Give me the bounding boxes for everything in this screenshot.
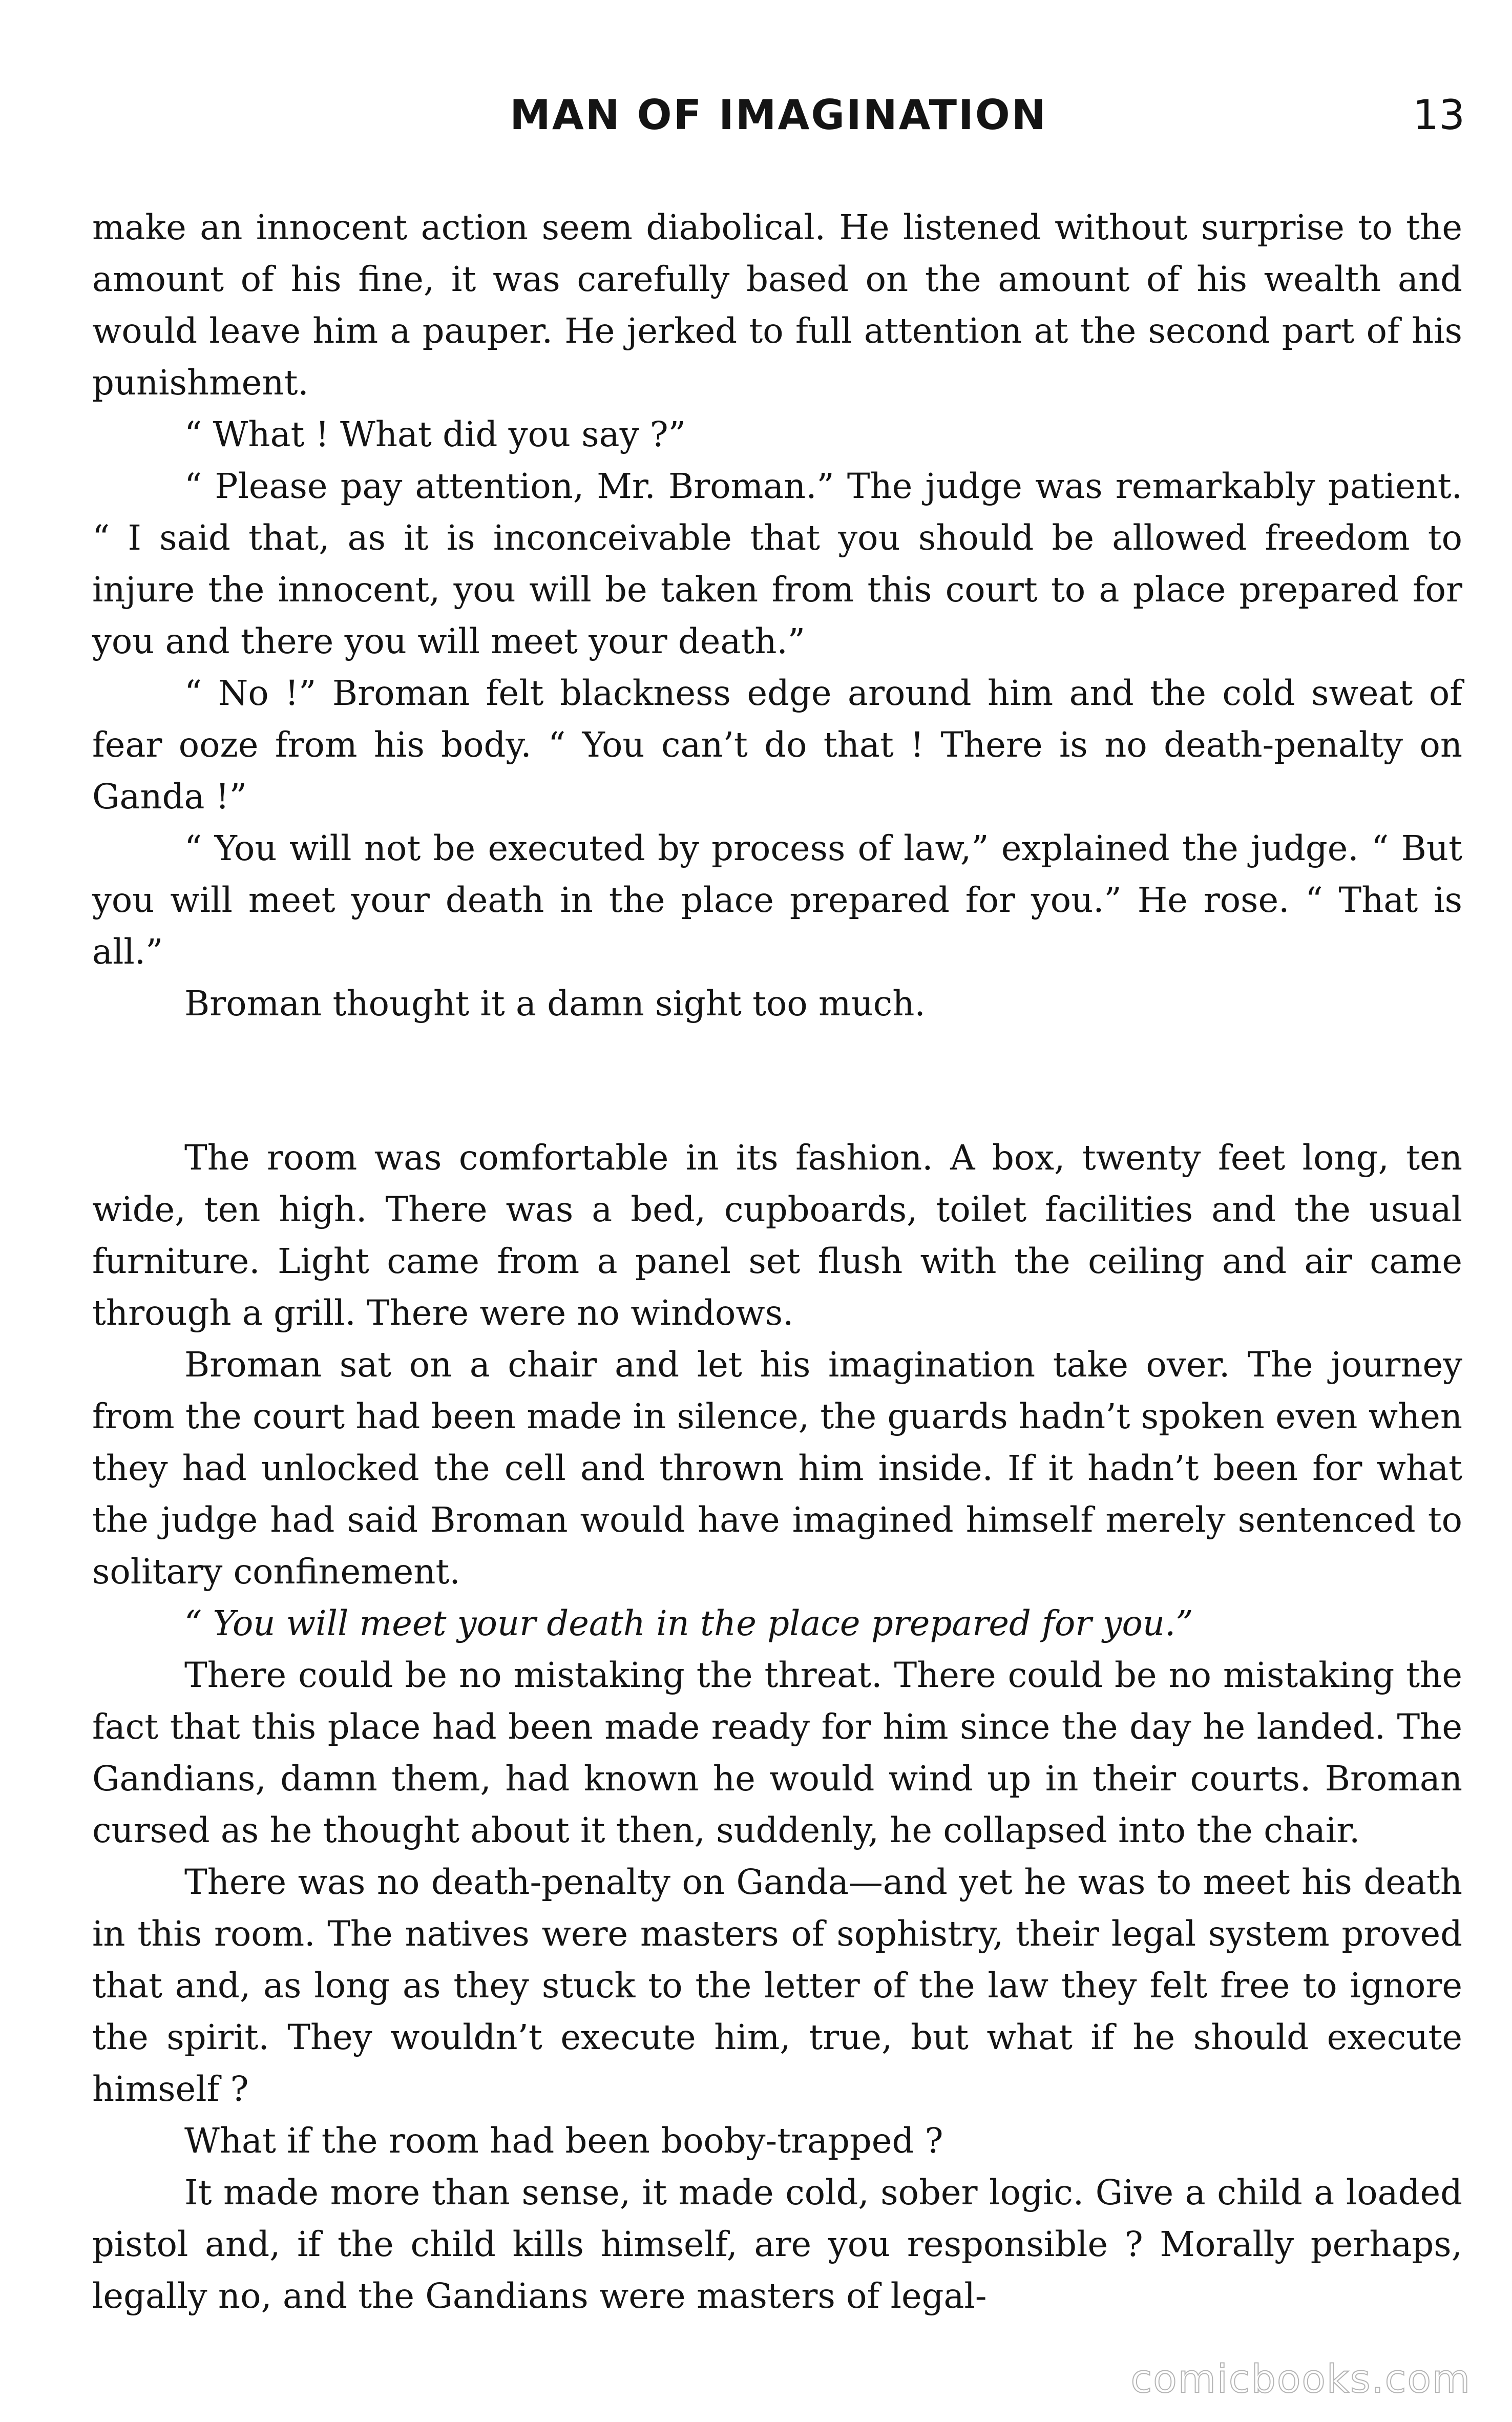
paragraph: Broman sat on a chair and let his imagination take over. The journey from the court had been made in silence, the guards hadn’t spoken even when they had unlocked the cell and thrown him inside. If it hadn’t been for what the judge had said Broman would have imagined himself merely sentenced to solitary confinement. (92, 1345, 1462, 1592)
section-break (92, 1030, 1462, 1132)
body-text (92, 202, 1462, 2322)
running-title: MAN OF IMAGINATION (510, 91, 1047, 139)
paragraph: “ No !” Broman felt blackness edge around him and the cold sweat of fear ooze from his body. “ You can’t do that ! There is no death-penalty on Ganda !” (92, 673, 1462, 817)
page-number: 13 (1413, 91, 1465, 139)
running-head (92, 91, 1465, 153)
paragraph: The room was comfortable in its fashion. A box, twenty feet long, ten wide, ten high. There was a bed, cupboards, toilet facilities and the usual furniture. Light came from a panel set flush with the ceiling and air came through a grill. There were no windows. (92, 1138, 1462, 1333)
paragraph: “ You will not be executed by process of law,” explained the judge. “ But you will meet your death in the place prepared for you.” He rose. “ That is all.” (92, 828, 1462, 972)
paragraph: It made more than sense, it made cold, sober logic. Give a child a loaded pistol and, if the child kills himself, are you responsible ? Morally perhaps, legally no, and the Gandians were masters of legal- (92, 2173, 1462, 2316)
paragraph: Broman thought it a damn sight too much. (184, 984, 926, 1024)
paragraph: What if the room had been booby-trapped ? (184, 2121, 943, 2161)
paragraph: There was no death-penalty on Ganda—and yet he was to meet his death in this room. The natives were masters of sophistry, their legal system proved that and, as long as they stuck to the letter of the law they felt free to ignore the spirit. They wouldn’t execute him, true, but what if he should execute himself ? (92, 1862, 1462, 2109)
paragraph: There could be no mistaking the threat. There could be no mistaking the fact that this place had been made ready for him since the day he landed. The Gandians, damn them, had known he would wind up in their courts. Broman cursed as he thought about it then, suddenly, he collapsed into the chair. (92, 1655, 1462, 1850)
paragraph-italic-quote: “ You will meet your death in the place prepared for you.” (184, 1603, 1193, 1643)
paragraph: make an innocent action seem diabolical. He listened without surprise to the amount of his fine, it was carefully based on the amount of his wealth and would leave him a pauper. He jerked to full attention at the second part of his punishment. (92, 207, 1462, 403)
paragraph: “ Please pay attention, Mr. Broman.” The judge was remarkably patient. “ I said that, as it is inconceivable that you should be allowed freedom to injure the innocent, you will be taken from this court to a place prepared for you and there you will meet your death.” (92, 466, 1462, 661)
watermark: comicbooks.com (1130, 2356, 1471, 2402)
paragraph: “ What ! What did you say ?” (184, 414, 686, 454)
